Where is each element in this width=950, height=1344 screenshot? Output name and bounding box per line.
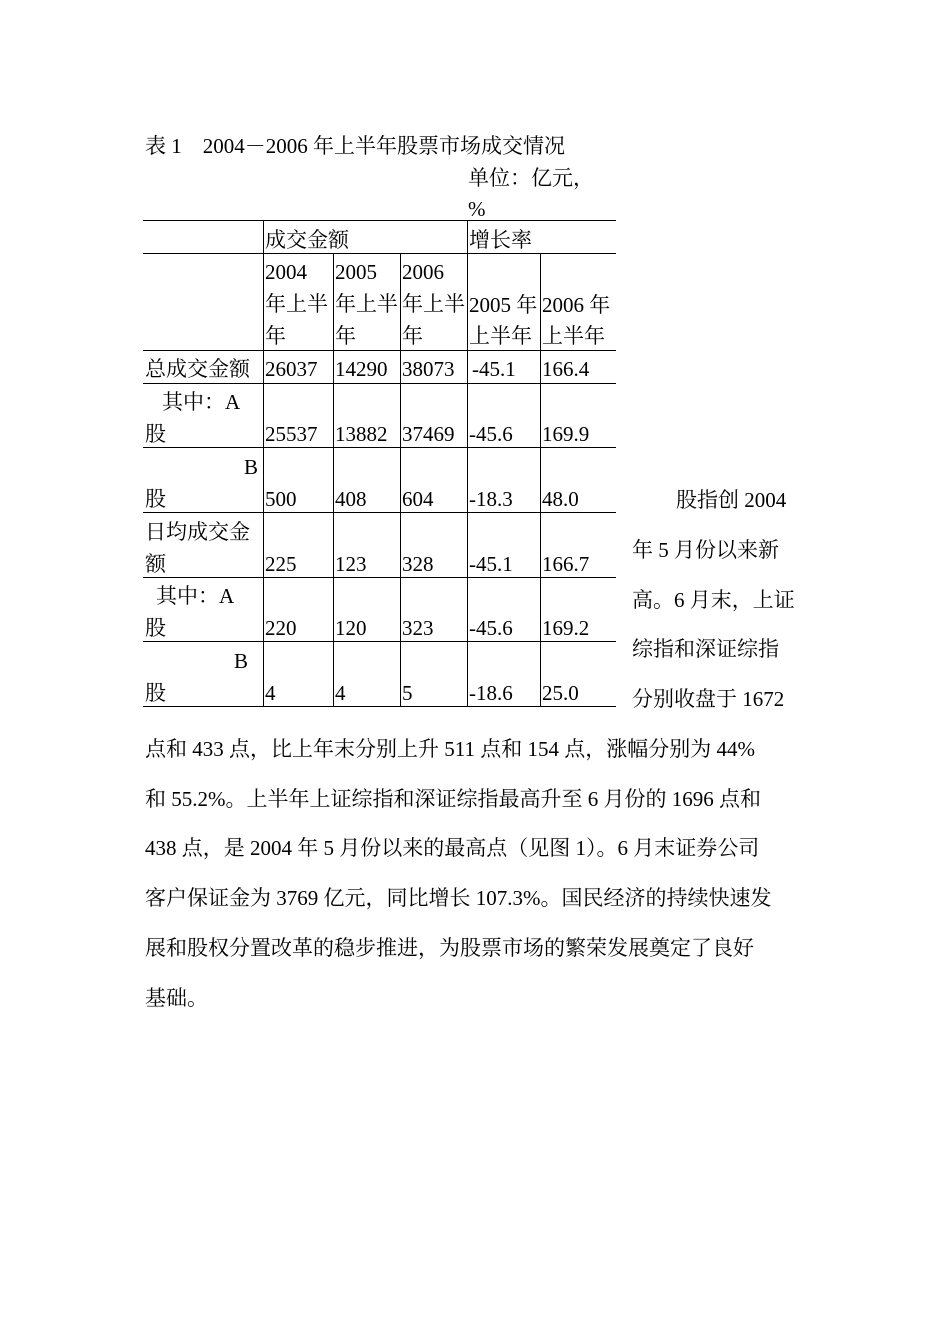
table-cell: 323	[402, 616, 434, 640]
table-cell: -18.3	[469, 487, 513, 511]
table-cell: 220	[265, 616, 297, 640]
header-trading-amount: 成交金额	[265, 228, 349, 252]
table-cell: 408	[335, 487, 367, 511]
side-text-line: 综指和深证综指	[632, 637, 779, 661]
row-label: 股	[145, 487, 166, 511]
table-cell: -45.6	[469, 422, 513, 446]
side-text-line: 股指创 2004	[676, 488, 787, 512]
table-cell: 5	[402, 681, 413, 705]
header-growth-2005: 2005 年	[469, 293, 538, 317]
table-rule	[143, 220, 616, 221]
row-label: 日均成交金	[145, 520, 250, 544]
side-text-line: 高。6 月末，上证	[632, 588, 795, 612]
body-text-line: 和 55.2%。上半年上证综指和深证综指最高升至 6 月份的 1696 点和	[145, 787, 761, 811]
row-label: B	[244, 455, 259, 479]
header-2004: 年	[265, 324, 286, 348]
table-cell: 169.9	[542, 422, 590, 446]
table-cell: 25537	[265, 422, 318, 446]
table-cell: 26037	[265, 357, 318, 381]
table-cell: -18.6	[469, 681, 513, 705]
row-label: 其中：A	[162, 390, 241, 414]
table-cell: 13882	[335, 422, 388, 446]
body-text-line: 基础。	[145, 986, 208, 1010]
header-2006: 2006	[402, 260, 444, 284]
row-label: 股	[145, 422, 166, 446]
row-label: B	[234, 649, 249, 673]
table-title: 表 1 2004－2006 年上半年股票市场成交情况	[145, 134, 565, 158]
table-col-divider	[467, 220, 468, 706]
body-text-line: 点和 433 点，比上年末分别上升 511 点和 154 点，涨幅分别为 44%	[145, 737, 755, 761]
table-cell: 37469	[402, 422, 455, 446]
header-2004: 年上半	[265, 292, 328, 316]
table-cell: 38073	[402, 357, 455, 381]
table-col-divider	[400, 253, 401, 706]
table-cell: -45.1	[472, 357, 516, 381]
table-cell: 4	[265, 681, 276, 705]
table-cell: 14290	[335, 357, 388, 381]
row-label: 总成交金额	[145, 357, 250, 381]
row-label: 股	[145, 616, 166, 640]
table-cell: 166.7	[542, 552, 590, 576]
table-cell: 328	[402, 552, 434, 576]
table-unit-line1: 单位：亿元，	[468, 166, 594, 190]
table-cell: 25.0	[542, 681, 579, 705]
table-cell: 169.2	[542, 616, 590, 640]
header-growth-2005: 上半年	[469, 324, 532, 348]
table-cell: -45.6	[469, 616, 513, 640]
table-cell: 166.4	[542, 357, 590, 381]
table-cell: 604	[402, 487, 434, 511]
header-2005: 2005	[335, 260, 377, 284]
table-cell: -45.1	[469, 552, 513, 576]
table-col-divider	[333, 253, 334, 706]
header-growth-rate: 增长率	[469, 228, 532, 252]
table-col-divider	[263, 220, 264, 706]
row-label: 其中：A	[156, 584, 235, 608]
body-text-line: 客户保证金为 3769 亿元，同比增长 107.3%。国民经济的持续快速发	[145, 886, 772, 910]
table-cell: 4	[335, 681, 346, 705]
body-text-line: 438 点，是 2004 年 5 月份以来的最高点（见图 1）。6 月末证券公司	[145, 836, 760, 860]
header-2004: 2004	[265, 260, 307, 284]
side-text-line: 分别收盘于 1672	[632, 687, 785, 711]
header-2005: 年	[335, 324, 356, 348]
body-text-line: 展和股权分置改革的稳步推进，为股票市场的繁荣发展奠定了良好	[145, 936, 754, 960]
side-text-line: 年 5 月份以来新	[632, 538, 779, 562]
header-2006: 年	[402, 324, 423, 348]
table-col-divider	[540, 253, 541, 706]
header-growth-2006: 上半年	[542, 324, 605, 348]
table-rule	[143, 253, 616, 254]
header-growth-2006: 2006 年	[542, 293, 611, 317]
header-2006: 年上半	[402, 292, 465, 316]
header-2005: 年上半	[335, 292, 398, 316]
table-cell: 225	[265, 552, 297, 576]
table-unit-line2: %	[468, 197, 486, 221]
table-cell: 48.0	[542, 487, 579, 511]
row-label: 股	[145, 681, 166, 705]
table-cell: 120	[335, 616, 367, 640]
table-cell: 123	[335, 552, 367, 576]
row-label: 额	[145, 552, 166, 576]
table-cell: 500	[265, 487, 297, 511]
